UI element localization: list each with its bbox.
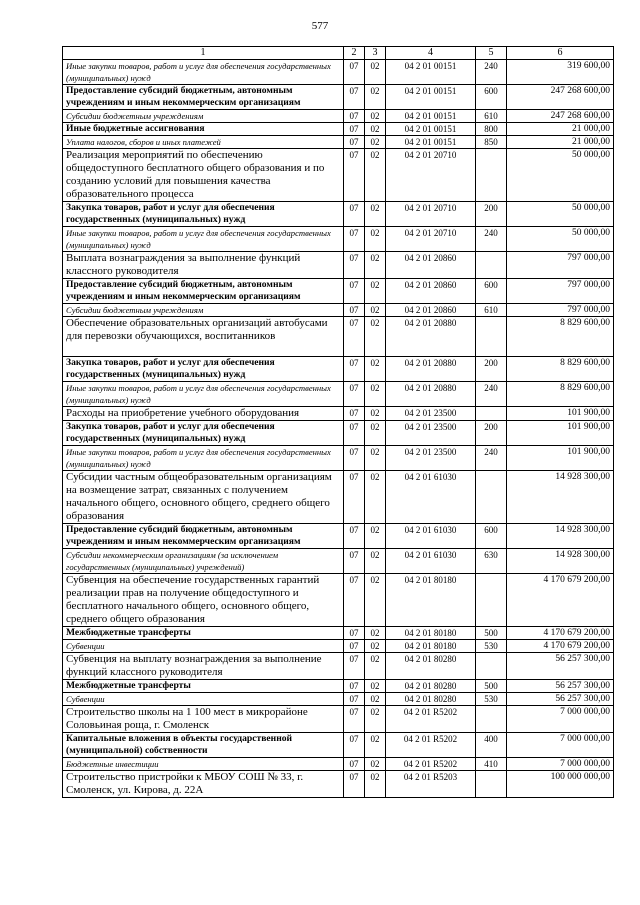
row-amount: 4 170 679 200,00 (507, 627, 614, 640)
row-expense-type: 200 (476, 202, 507, 227)
row-target-article: 04 2 01 R5202 (386, 758, 476, 771)
row-section: 07 (344, 471, 365, 524)
row-section: 07 (344, 574, 365, 627)
budget-table (62, 46, 614, 798)
row-subsection: 02 (365, 693, 386, 706)
row-target-article: 04 2 01 00151 (386, 85, 476, 110)
row-amount: 21 000,00 (507, 123, 614, 136)
row-target-article: 04 2 01 20710 (386, 202, 476, 227)
row-target-article: 04 2 01 00151 (386, 60, 476, 85)
table-row (63, 317, 614, 357)
table-row (63, 202, 614, 227)
row-name: Иные бюджетные ассигнования (63, 123, 344, 136)
row-target-article: 04 2 01 80280 (386, 653, 476, 680)
row-section: 07 (344, 304, 365, 317)
row-name: Предоставление субсидий бюджетным, автономным учреждениям и иным некоммерческим организациям (63, 524, 344, 549)
row-expense-type: 240 (476, 60, 507, 85)
row-target-article: 04 2 01 20880 (386, 382, 476, 407)
row-section: 07 (344, 421, 365, 446)
row-amount: 14 928 300,00 (507, 471, 614, 524)
table-row (63, 407, 614, 421)
row-name: Субвенция на выплату вознаграждения за выполнение функций классного руководителя (63, 653, 344, 680)
table-row (63, 680, 614, 693)
row-amount: 4 170 679 200,00 (507, 640, 614, 653)
row-section: 07 (344, 446, 365, 471)
table-row (63, 640, 614, 653)
row-subsection: 02 (365, 758, 386, 771)
table-row (63, 524, 614, 549)
row-name: Субсидии частным общеобразовательным организациям на возмещение затрат, связанных с получением начального общего, основного общего, среднего общего образования (63, 471, 344, 524)
row-subsection: 02 (365, 123, 386, 136)
row-section: 07 (344, 758, 365, 771)
row-amount: 4 170 679 200,00 (507, 574, 614, 627)
row-amount: 319 600,00 (507, 60, 614, 85)
row-amount: 14 928 300,00 (507, 524, 614, 549)
row-amount: 7 000 000,00 (507, 706, 614, 733)
row-name: Иные закупки товаров, работ и услуг для обеспечения государственных (муниципальных) нужд (63, 446, 344, 471)
row-name: Реализация мероприятий по обеспечению общедоступного бесплатного общего образования и по созданию условий для повышения качества образовательного процесса (63, 149, 344, 202)
row-section: 07 (344, 202, 365, 227)
row-section: 07 (344, 252, 365, 279)
row-amount: 50 000,00 (507, 202, 614, 227)
header-col-2: 2 (344, 47, 365, 60)
row-expense-type: 610 (476, 304, 507, 317)
row-name: Субвенция на обеспечение государственных гарантий реализации прав на получение общедоступного и бесплатного начального общего, основного общего, среднего общего образования (63, 574, 344, 627)
row-subsection: 02 (365, 627, 386, 640)
row-target-article: 04 2 01 20880 (386, 317, 476, 357)
row-name: Предоставление субсидий бюджетным, автономным учреждениям и иным некоммерческим организациям (63, 279, 344, 304)
row-expense-type: 200 (476, 421, 507, 446)
row-subsection: 02 (365, 680, 386, 693)
table-row (63, 279, 614, 304)
row-expense-type (476, 149, 507, 202)
row-subsection: 02 (365, 771, 386, 798)
table-row (63, 549, 614, 574)
row-expense-type (476, 317, 507, 357)
header-col-3: 3 (365, 47, 386, 60)
table-row (63, 733, 614, 758)
row-target-article: 04 2 01 80180 (386, 627, 476, 640)
row-section: 07 (344, 524, 365, 549)
row-subsection: 02 (365, 471, 386, 524)
row-expense-type: 600 (476, 279, 507, 304)
row-target-article: 04 2 01 80180 (386, 574, 476, 627)
row-amount: 7 000 000,00 (507, 758, 614, 771)
row-subsection: 02 (365, 357, 386, 382)
row-amount: 100 000 000,00 (507, 771, 614, 798)
row-subsection: 02 (365, 279, 386, 304)
table-row (63, 471, 614, 524)
table-row (63, 60, 614, 85)
row-section: 07 (344, 317, 365, 357)
row-target-article: 04 2 01 00151 (386, 123, 476, 136)
table-row (63, 771, 614, 798)
row-name: Иные закупки товаров, работ и услуг для обеспечения государственных (муниципальных) нужд (63, 382, 344, 407)
row-subsection: 02 (365, 640, 386, 653)
row-amount: 56 257 300,00 (507, 693, 614, 706)
table-row (63, 574, 614, 627)
row-name: Межбюджетные трансферты (63, 627, 344, 640)
row-subsection: 02 (365, 227, 386, 252)
row-amount: 7 000 000,00 (507, 733, 614, 758)
row-name: Иные закупки товаров, работ и услуг для обеспечения государственных (муниципальных) нужд (63, 227, 344, 252)
row-section: 07 (344, 771, 365, 798)
row-target-article: 04 2 01 80280 (386, 680, 476, 693)
row-target-article: 04 2 01 80280 (386, 693, 476, 706)
row-expense-type: 400 (476, 733, 507, 758)
row-expense-type: 530 (476, 693, 507, 706)
row-name: Обеспечение образовательных организаций автобусами для перевозки обучающихся, воспитанников (63, 317, 344, 357)
row-subsection: 02 (365, 706, 386, 733)
row-name: Строительство пристройки к МБОУ СОШ № 33, г. Смоленск, ул. Кирова, д. 22А (63, 771, 344, 798)
table-row (63, 304, 614, 317)
row-expense-type: 630 (476, 549, 507, 574)
row-section: 07 (344, 733, 365, 758)
row-target-article: 04 2 01 R5202 (386, 733, 476, 758)
row-expense-type: 500 (476, 627, 507, 640)
header-col-6: 6 (507, 47, 614, 60)
row-amount: 797 000,00 (507, 304, 614, 317)
row-subsection: 02 (365, 304, 386, 317)
row-target-article: 04 2 01 20710 (386, 149, 476, 202)
row-name: Субсидии бюджетным учреждениям (63, 304, 344, 317)
row-expense-type: 850 (476, 136, 507, 149)
row-expense-type: 200 (476, 357, 507, 382)
row-amount: 8 829 600,00 (507, 382, 614, 407)
row-subsection: 02 (365, 110, 386, 123)
table-row (63, 653, 614, 680)
row-subsection: 02 (365, 733, 386, 758)
row-expense-type: 500 (476, 680, 507, 693)
row-subsection: 02 (365, 60, 386, 85)
row-section: 07 (344, 357, 365, 382)
row-subsection: 02 (365, 407, 386, 421)
row-expense-type: 240 (476, 227, 507, 252)
row-amount: 797 000,00 (507, 252, 614, 279)
row-section: 07 (344, 227, 365, 252)
table-row (63, 357, 614, 382)
row-name: Строительство школы на 1 100 мест в микрорайоне Соловьиная роща, г. Смоленск (63, 706, 344, 733)
row-subsection: 02 (365, 653, 386, 680)
row-name: Субсидии бюджетным учреждениям (63, 110, 344, 123)
row-section: 07 (344, 279, 365, 304)
table-row (63, 123, 614, 136)
row-section: 07 (344, 85, 365, 110)
row-target-article: 04 2 01 00151 (386, 136, 476, 149)
row-section: 07 (344, 653, 365, 680)
row-expense-type (476, 471, 507, 524)
table-row (63, 110, 614, 123)
row-section: 07 (344, 640, 365, 653)
row-subsection: 02 (365, 136, 386, 149)
row-expense-type: 600 (476, 85, 507, 110)
row-target-article: 04 2 01 23500 (386, 421, 476, 446)
row-amount: 50 000,00 (507, 149, 614, 202)
row-amount: 14 928 300,00 (507, 549, 614, 574)
row-expense-type: 600 (476, 524, 507, 549)
table-row (63, 136, 614, 149)
row-subsection: 02 (365, 574, 386, 627)
row-amount: 101 900,00 (507, 407, 614, 421)
table-header-row (63, 47, 614, 60)
row-name: Капитальные вложения в объекты государственной (муниципальной) собственности (63, 733, 344, 758)
row-name: Предоставление субсидий бюджетным, автономным учреждениям и иным некоммерческим организациям (63, 85, 344, 110)
row-name: Закупка товаров, работ и услуг для обеспечения государственных (муниципальных) нужд (63, 202, 344, 227)
table-row (63, 382, 614, 407)
table-row (63, 706, 614, 733)
row-amount: 50 000,00 (507, 227, 614, 252)
row-amount: 8 829 600,00 (507, 357, 614, 382)
row-section: 07 (344, 627, 365, 640)
row-target-article: 04 2 01 20710 (386, 227, 476, 252)
row-amount: 101 900,00 (507, 446, 614, 471)
row-amount: 247 268 600,00 (507, 110, 614, 123)
row-subsection: 02 (365, 149, 386, 202)
row-subsection: 02 (365, 252, 386, 279)
row-expense-type (476, 574, 507, 627)
row-name: Расходы на приобретение учебного оборудования (63, 407, 344, 421)
table-row (63, 227, 614, 252)
row-section: 07 (344, 110, 365, 123)
row-expense-type (476, 706, 507, 733)
row-section: 07 (344, 706, 365, 733)
table-row (63, 758, 614, 771)
row-amount: 247 268 600,00 (507, 85, 614, 110)
row-section: 07 (344, 680, 365, 693)
row-name: Межбюджетные трансферты (63, 680, 344, 693)
header-col-4: 4 (386, 47, 476, 60)
row-name: Субсидии некоммерческим организациям (за исключением государственных (муниципальных) учреждений) (63, 549, 344, 574)
row-section: 07 (344, 60, 365, 85)
row-target-article: 04 2 01 20880 (386, 357, 476, 382)
table-row (63, 85, 614, 110)
row-subsection: 02 (365, 524, 386, 549)
row-amount: 8 829 600,00 (507, 317, 614, 357)
row-amount: 797 000,00 (507, 279, 614, 304)
row-expense-type (476, 252, 507, 279)
row-subsection: 02 (365, 446, 386, 471)
table-row (63, 421, 614, 446)
row-expense-type: 610 (476, 110, 507, 123)
table-row (63, 693, 614, 706)
row-section: 07 (344, 693, 365, 706)
row-subsection: 02 (365, 202, 386, 227)
row-name: Субвенции (63, 693, 344, 706)
row-subsection: 02 (365, 421, 386, 446)
row-name: Уплата налогов, сборов и иных платежей (63, 136, 344, 149)
row-target-article: 04 2 01 61030 (386, 549, 476, 574)
row-target-article: 04 2 01 20860 (386, 279, 476, 304)
row-name: Иные закупки товаров, работ и услуг для обеспечения государственных (муниципальных) нужд (63, 60, 344, 85)
row-subsection: 02 (365, 85, 386, 110)
row-section: 07 (344, 123, 365, 136)
row-expense-type: 240 (476, 446, 507, 471)
row-target-article: 04 2 01 R5202 (386, 706, 476, 733)
row-target-article: 04 2 01 61030 (386, 471, 476, 524)
page-number: 577 (311, 20, 329, 32)
row-section: 07 (344, 549, 365, 574)
row-section: 07 (344, 136, 365, 149)
header-col-5: 5 (476, 47, 507, 60)
row-expense-type: 800 (476, 123, 507, 136)
row-section: 07 (344, 407, 365, 421)
row-section: 07 (344, 149, 365, 202)
row-target-article: 04 2 01 R5203 (386, 771, 476, 798)
row-name: Выплата вознаграждения за выполнение функций классного руководителя (63, 252, 344, 279)
row-target-article: 04 2 01 23500 (386, 446, 476, 471)
row-subsection: 02 (365, 317, 386, 357)
table-row (63, 149, 614, 202)
row-expense-type: 240 (476, 382, 507, 407)
row-target-article: 04 2 01 61030 (386, 524, 476, 549)
row-subsection: 02 (365, 549, 386, 574)
row-name: Бюджетные инвестиции (63, 758, 344, 771)
row-expense-type (476, 653, 507, 680)
row-target-article: 04 2 01 23500 (386, 407, 476, 421)
row-section: 07 (344, 382, 365, 407)
row-amount: 56 257 300,00 (507, 680, 614, 693)
row-expense-type: 530 (476, 640, 507, 653)
row-amount: 21 000,00 (507, 136, 614, 149)
row-target-article: 04 2 01 00151 (386, 110, 476, 123)
row-target-article: 04 2 01 80180 (386, 640, 476, 653)
table-row (63, 627, 614, 640)
row-name: Субвенции (63, 640, 344, 653)
header-col-1: 1 (63, 47, 344, 60)
row-expense-type (476, 407, 507, 421)
row-name: Закупка товаров, работ и услуг для обеспечения государственных (муниципальных) нужд (63, 357, 344, 382)
row-target-article: 04 2 01 20860 (386, 304, 476, 317)
row-amount: 56 257 300,00 (507, 653, 614, 680)
row-name: Закупка товаров, работ и услуг для обеспечения государственных (муниципальных) нужд (63, 421, 344, 446)
row-expense-type (476, 771, 507, 798)
row-expense-type: 410 (476, 758, 507, 771)
table-row (63, 252, 614, 279)
row-amount: 101 900,00 (507, 421, 614, 446)
row-subsection: 02 (365, 382, 386, 407)
row-target-article: 04 2 01 20860 (386, 252, 476, 279)
table-row (63, 446, 614, 471)
